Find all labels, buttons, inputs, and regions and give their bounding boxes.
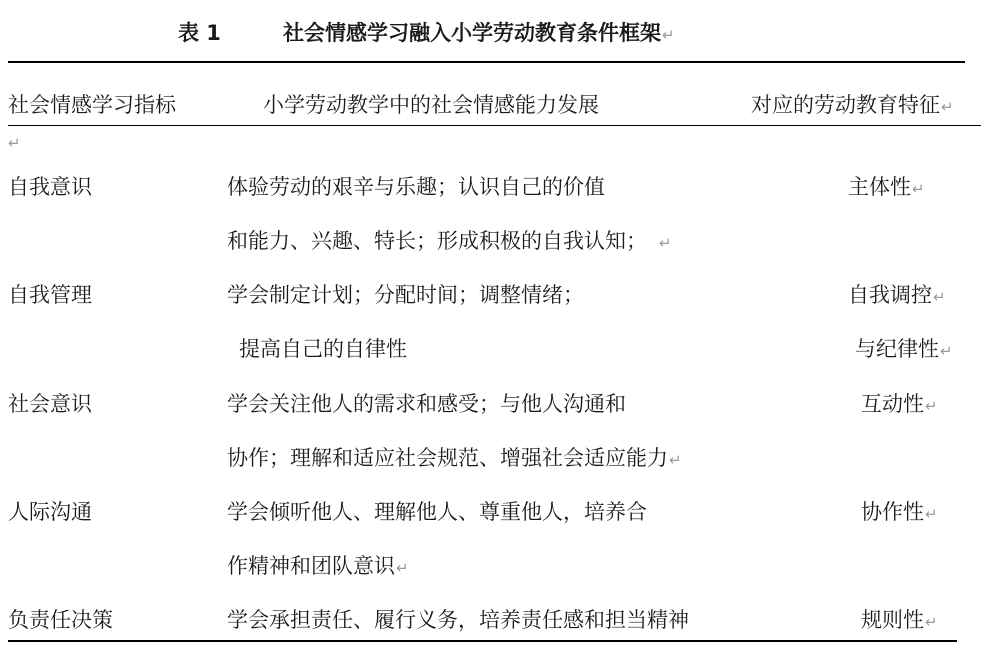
header-feature	[751, 92, 954, 120]
row-development-line	[227, 445, 682, 473]
row-feature-text: 规则性	[861, 608, 924, 632]
header-indicator: 社会情感学习指标	[8, 93, 176, 117]
row-feature	[848, 174, 925, 202]
row-feature	[848, 282, 946, 310]
paragraph-mark-icon: ↵	[925, 505, 938, 523]
paragraph-mark-icon: ↵	[912, 180, 925, 198]
row-development-line: 学会承担责任、履行义务，培养责任感和担当精神	[227, 608, 689, 632]
row-development-line: 提高自己的自律性	[239, 337, 407, 361]
row-indicator: 自我意识	[8, 175, 92, 199]
table-caption-title	[283, 20, 675, 48]
row-development-text: 和能力、兴趣、特长；形成积极的自我认知；	[227, 229, 647, 253]
row-indicator: 负责任决策	[8, 608, 113, 632]
row-feature-text: 协作性	[861, 500, 924, 524]
row-development-line: 体验劳动的艰辛与乐趣；认识自己的价值	[227, 175, 605, 199]
row-development-line	[227, 228, 672, 256]
paragraph-mark-icon: ↵	[8, 134, 21, 152]
table-top-rule	[8, 61, 965, 63]
paragraph-mark-icon: ↵	[669, 451, 682, 469]
table-bottom-rule	[8, 640, 957, 642]
paragraph-mark-icon: ↵	[941, 98, 954, 116]
paragraph-mark-icon: ↵	[933, 288, 946, 306]
paragraph-mark-icon: ↵	[925, 397, 938, 415]
row-feature-text: 自我调控	[848, 283, 932, 307]
row-feature	[861, 391, 938, 419]
row-development-line	[227, 553, 409, 581]
header-development: 小学劳动教学中的社会情感能力发展	[263, 93, 599, 117]
row-feature	[861, 499, 938, 527]
table-caption-number: 表 1	[178, 21, 221, 45]
paragraph-mark-icon: ↵	[662, 26, 675, 44]
row-indicator: 自我管理	[8, 283, 92, 307]
paragraph-mark-icon: ↵	[659, 234, 672, 252]
table-header-rule	[8, 125, 981, 126]
row-feature-text: 与纪律性	[855, 337, 939, 361]
row-development-line: 学会关注他人的需求和感受；与他人沟通和	[227, 392, 626, 416]
row-feature-text: 主体性	[848, 175, 911, 199]
row-development-text: 作精神和团队意识	[227, 554, 395, 578]
row-development-text: 协作；理解和适应社会规范、增强社会适应能力	[227, 446, 668, 470]
table-caption-title-text: 社会情感学习融入小学劳动教育条件框架	[283, 21, 661, 45]
paragraph-mark-icon: ↵	[940, 342, 953, 360]
row-feature	[861, 607, 938, 635]
row-development-line: 学会制定计划；分配时间；调整情绪；	[227, 283, 584, 307]
row-feature-text: 互动性	[861, 392, 924, 416]
paragraph-mark-icon: ↵	[396, 559, 409, 577]
row-indicator: 人际沟通	[8, 500, 92, 524]
row-feature	[855, 336, 953, 364]
paragraph-mark-icon: ↵	[925, 613, 938, 631]
header-feature-text: 对应的劳动教育特征	[751, 93, 940, 117]
row-development-line: 学会倾听他人、理解他人、尊重他人，培养合	[227, 500, 647, 524]
row-indicator: 社会意识	[8, 392, 92, 416]
